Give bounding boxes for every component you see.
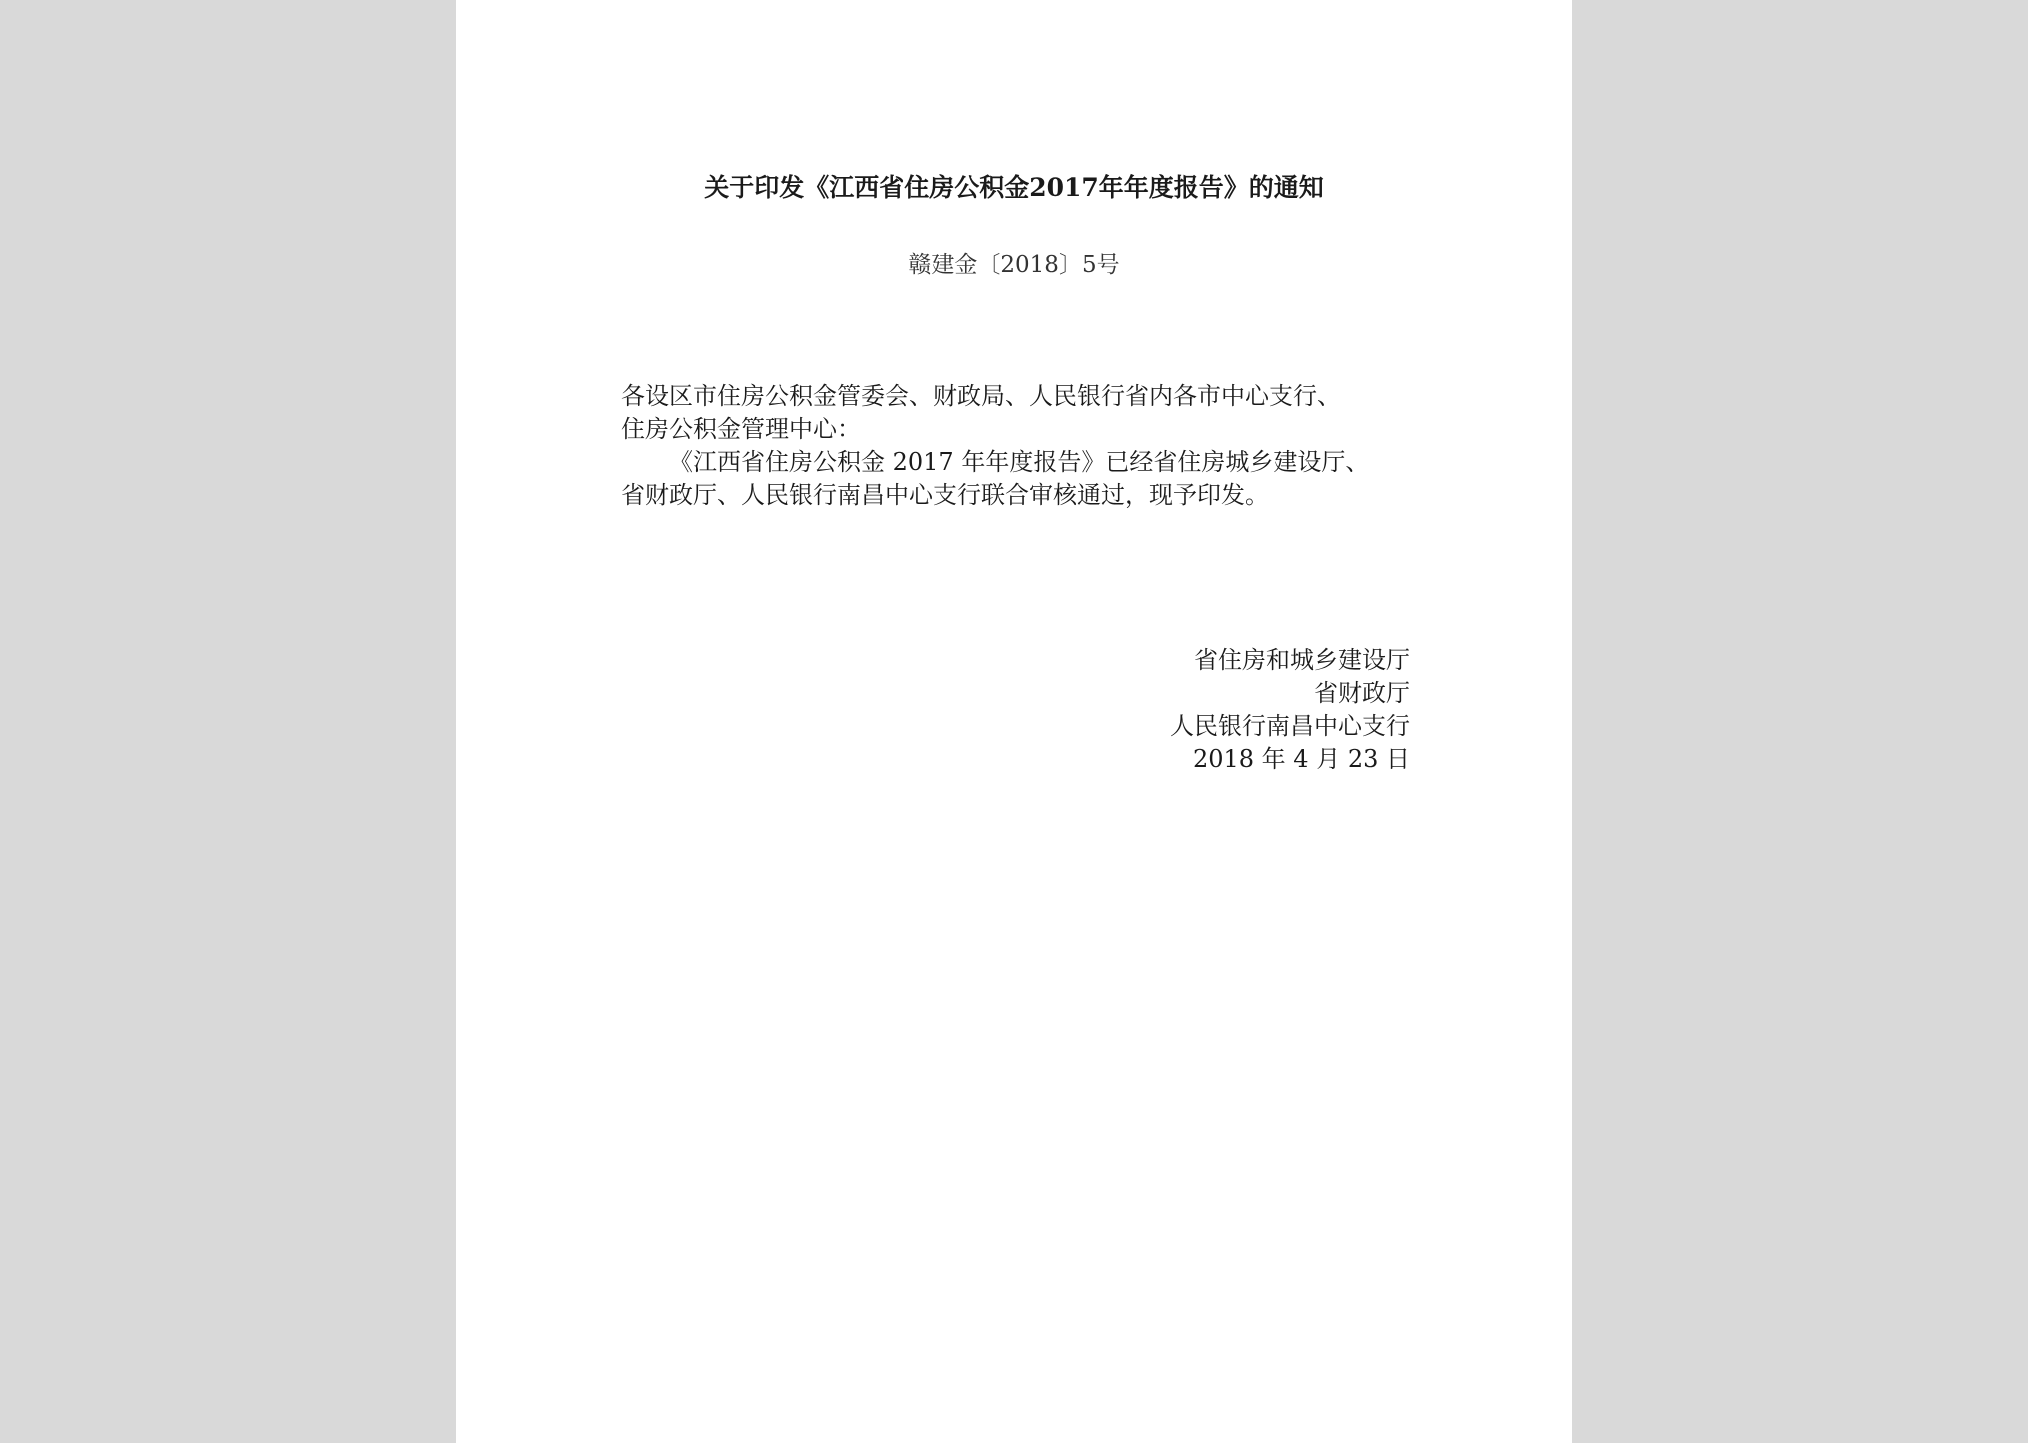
document-page <box>456 0 1572 1443</box>
addressee-line-2: 住房公积金管理中心： <box>621 415 861 443</box>
document-body <box>621 380 1421 512</box>
signature-org-1: 省住房和城乡建设厅 <box>1194 646 1410 674</box>
signature-block <box>1170 644 1410 776</box>
signature-date: 2018 年 4 月 23 日 <box>1192 745 1410 773</box>
document-title: 关于印发《江西省住房公积金2017年年度报告》的通知 <box>704 173 1324 202</box>
addressee-line-1: 各设区市住房公积金管委会、财政局、人民银行省内各市中心支行、 <box>621 382 1341 410</box>
signature-org-3: 人民银行南昌中心支行 <box>1170 712 1410 740</box>
paragraph-line-1: 《江西省住房公积金 2017 年年度报告》已经省住房城乡建设厅、 <box>669 448 1370 476</box>
paragraph-line-2: 省财政厅、人民银行南昌中心支行联合审核通过，现予印发。 <box>621 481 1269 509</box>
document-number: 赣建金〔2018〕5号 <box>908 252 1120 278</box>
signature-org-2: 省财政厅 <box>1314 679 1410 707</box>
